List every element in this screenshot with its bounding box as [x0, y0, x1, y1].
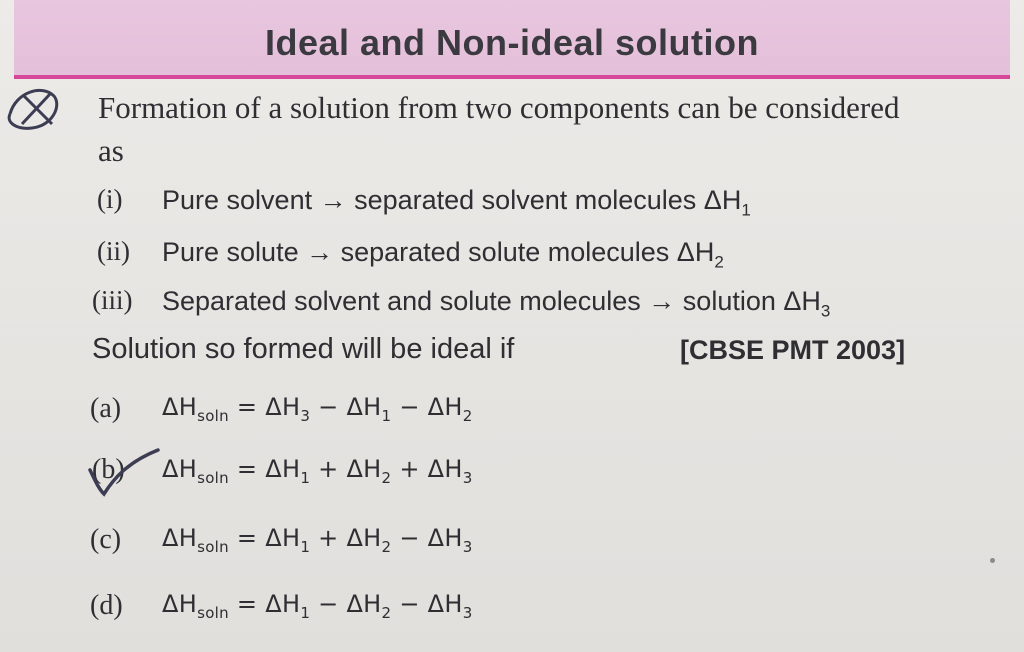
handwritten-cross-mark [2, 78, 66, 136]
ink-dot [990, 558, 995, 563]
option-b-equation[interactable]: $\Delta H_{soln} = \Delta H_1 + \Delta H_2 + \Delta H_3$ [162, 455, 473, 487]
question-stem: Formation of a solution from two components can be considered as [98, 90, 900, 168]
handwritten-check-mark [84, 448, 164, 498]
option-c-equation[interactable]: $\Delta H_{soln} = \Delta H_1 + \Delta H_2 - \Delta H_3$ [162, 524, 473, 556]
option-label-c[interactable]: (c) [90, 524, 122, 555]
exam-source: [CBSE PMT 2003] [680, 335, 906, 365]
step-text [162, 286, 830, 321]
option-label-a[interactable]: (a) [90, 393, 122, 424]
step-text-main: Pure solvent → separated solvent molecules ΔH [162, 185, 742, 215]
step-subscript: 3 [820, 301, 831, 321]
title-banner [14, 0, 1010, 79]
option-label-b[interactable]: (b) [92, 454, 125, 485]
step-text [162, 237, 724, 272]
step-number: (i) [97, 184, 123, 214]
step-subscript: 2 [714, 252, 724, 272]
step-text [162, 185, 751, 220]
question-prompt: Solution so formed will be ideal if [92, 333, 515, 365]
step-subscript: 1 [741, 200, 751, 220]
step-number: (iii) [92, 285, 133, 315]
option-a-equation[interactable]: $\Delta H_{soln} = \Delta H_3 - \Delta H_1 - \Delta H_2$ [162, 393, 473, 425]
option-label-d[interactable]: (d) [90, 590, 123, 621]
page-title: Ideal and Non-ideal solution [264, 22, 760, 63]
step-text-main: Pure solute → separated solute molecules ΔH [162, 237, 715, 267]
option-d-equation[interactable]: $\Delta H_{soln} = \Delta H_1 - \Delta H_2 - \Delta H_3$ [162, 590, 473, 622]
step-text-main: Separated solvent and solute molecules → solution ΔH [162, 286, 821, 316]
step-number: (ii) [97, 236, 130, 266]
